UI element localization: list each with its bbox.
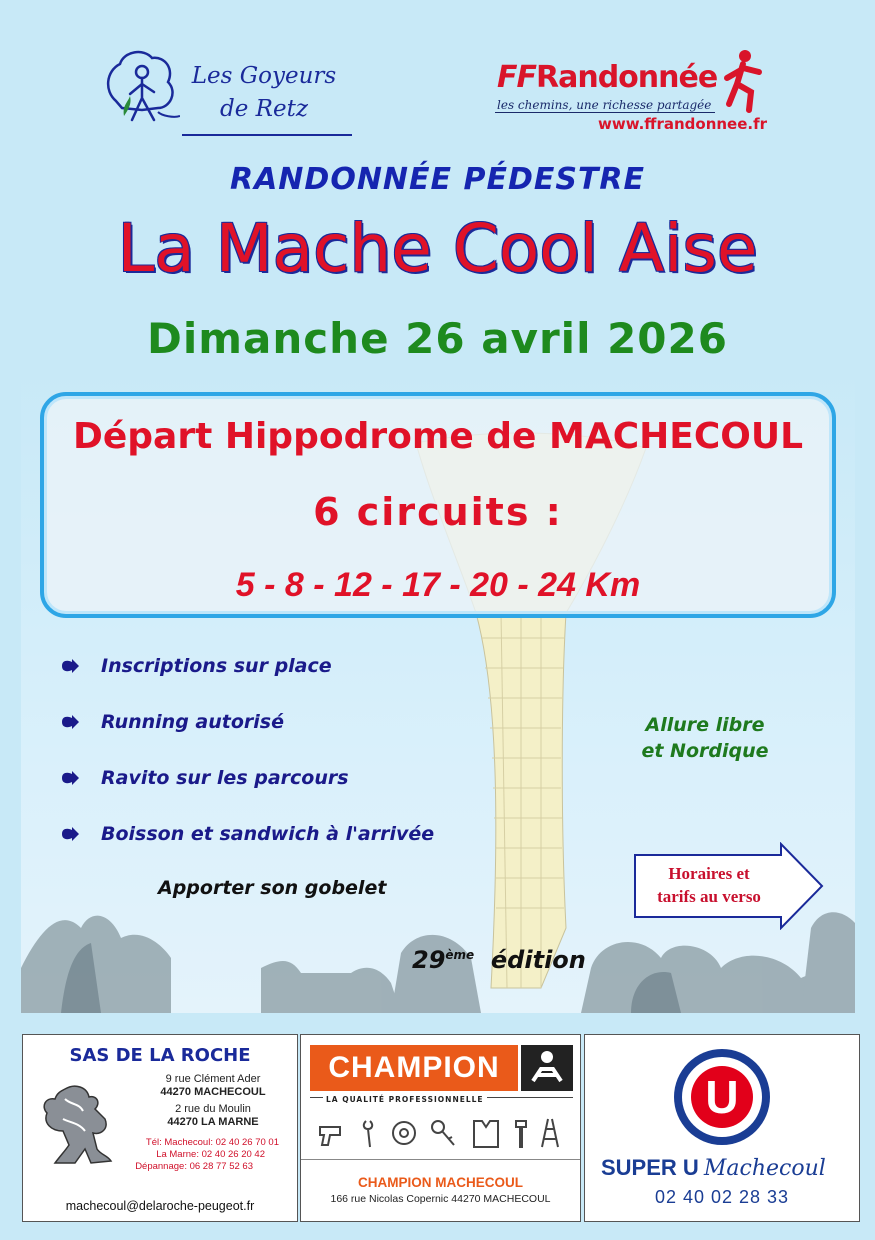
- runner-icon: [721, 48, 765, 114]
- gobelet-note: Apporter son gobelet: [158, 877, 387, 899]
- event-category: RANDONNÉE PÉDESTRE: [229, 162, 646, 197]
- horaires-line2: tarifs au verso: [657, 887, 761, 906]
- goyeurs-line1: Les Goyeurs: [191, 63, 337, 89]
- arrow-bullet-icon: [60, 827, 80, 841]
- walker-icon: [102, 46, 180, 132]
- event-date: Dimanche 26 avril 2026: [147, 314, 728, 363]
- super-u-phone[interactable]: 02 40 02 28 33: [654, 1187, 790, 1207]
- goyeurs-logo: [102, 46, 354, 141]
- champion-store-name: CHAMPION MACHECOUL: [358, 1175, 523, 1190]
- sas-tel1: Tél: Machecoul: 02 40 26 70 01: [145, 1137, 279, 1148]
- arrow-bullet-icon: [60, 715, 80, 729]
- edition-word: édition: [490, 946, 586, 974]
- ffr-prefix: FF: [497, 60, 536, 95]
- sponsor-super-u[interactable]: [584, 1034, 860, 1222]
- ffr-tagline: les chemins, une richesse partagée: [497, 98, 712, 112]
- sas-address-block: [133, 1073, 293, 1129]
- bullet-item: [60, 823, 434, 845]
- super-u-letter: U: [691, 1066, 753, 1128]
- ffr-url[interactable]: www.ffrandonnee.fr: [598, 115, 768, 133]
- super-u-brand-line: [601, 1155, 851, 1181]
- sas-addr2: 2 rue du Moulin: [175, 1103, 251, 1115]
- super-u-city: Machecoul: [703, 1156, 826, 1181]
- bullet-item: [60, 767, 349, 789]
- circuits-count: 6 circuits :: [313, 490, 563, 534]
- sas-phones: [103, 1137, 279, 1173]
- edition-label: [412, 946, 586, 974]
- sponsor-sas-de-la-roche[interactable]: [22, 1034, 298, 1222]
- allure-line2: et Nordique: [641, 740, 769, 762]
- arrow-bullet-icon: [60, 659, 80, 673]
- bullet-text: Inscriptions sur place: [101, 655, 332, 677]
- ffr-name: Randonnée: [536, 60, 718, 95]
- sas-city2: 44270 LA MARNE: [167, 1116, 259, 1128]
- ffrandonnee-logo: [495, 48, 775, 138]
- bullet-item: [60, 711, 284, 733]
- champion-address: 166 rue Nicolas Copernic 44270 MACHECOUL: [330, 1193, 551, 1205]
- allure-note: [630, 712, 780, 764]
- event-title: La Mache Cool Aise: [117, 210, 758, 287]
- goyeurs-line2: de Retz: [220, 96, 308, 122]
- bullet-text: Ravito sur les parcours: [101, 767, 349, 789]
- bullet-item: [60, 655, 332, 677]
- sas-title: SAS DE LA ROCHE: [69, 1045, 251, 1066]
- edition-suffix: ème: [445, 948, 475, 962]
- bullet-text: Boisson et sandwich à l'arrivée: [101, 823, 435, 845]
- sas-addr1: 9 rue Clément Ader: [165, 1073, 261, 1085]
- super-u-logo: [674, 1049, 770, 1145]
- depart-location: Départ Hippodrome de MACHECOUL: [72, 416, 804, 457]
- super-u-brand: SUPER U: [601, 1155, 699, 1180]
- circuits-distances: 5 - 8 - 12 - 17 - 20 - 24 Km: [235, 566, 641, 604]
- arrow-bullet-icon: [60, 771, 80, 785]
- horaires-arrow[interactable]: [633, 842, 825, 930]
- sas-tel2: La Marne: 02 40 26 20 42: [156, 1149, 265, 1160]
- sas-tel3: Dépannage: 06 28 77 52 63: [135, 1161, 253, 1172]
- champion-tagline: LA QUALITÉ PROFESSIONNELLE: [323, 1095, 487, 1104]
- sas-city1: 44270 MACHECOUL: [160, 1086, 266, 1098]
- bullet-text: Running autorisé: [101, 711, 284, 733]
- champion-worker-icon: [521, 1045, 573, 1091]
- tools-icons: [316, 1113, 566, 1153]
- champion-logo-text: CHAMPION: [310, 1045, 518, 1091]
- allure-line1: Allure libre: [645, 714, 765, 736]
- edition-number: 29: [412, 946, 446, 974]
- sponsor-champion[interactable]: [300, 1034, 581, 1222]
- info-box: [40, 392, 836, 618]
- sas-email[interactable]: machecoul@delaroche-peugeot.fr: [65, 1199, 255, 1213]
- horaires-line1: Horaires et: [668, 864, 750, 883]
- goyeurs-underline: [182, 134, 352, 136]
